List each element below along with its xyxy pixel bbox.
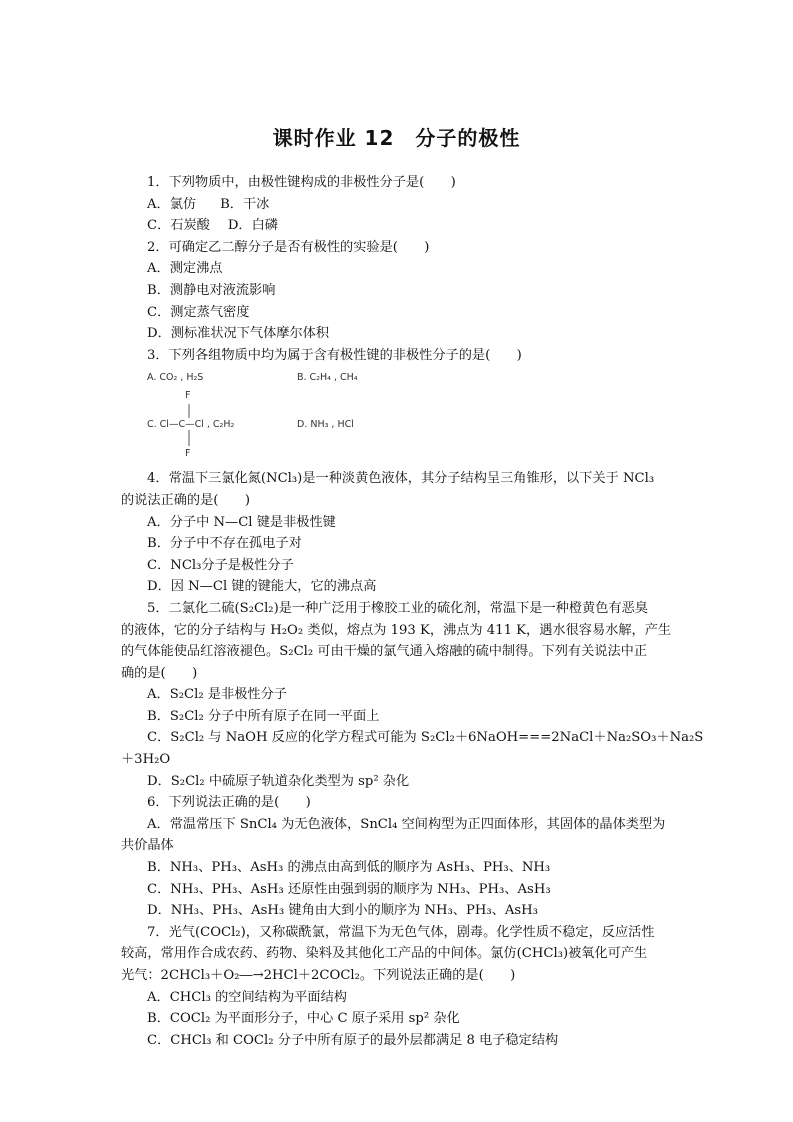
- question-5-option-c-line2: ＋3H₂O: [121, 752, 171, 768]
- question-4-option-a: A．分子中 N—Cl 键是非极性键: [147, 514, 336, 530]
- question-4-stem-line1: 4．常温下三氯化氮(NCl₃)是一种淡黄色液体，其分子结构呈三角锥形，以下关于 NCl₃: [147, 471, 655, 487]
- question-6-option-b: B．NH₃、PH₃、AsH₃ 的沸点由高到低的顺序为 AsH₃、PH₃、NH₃: [147, 860, 551, 876]
- question-5-option-b: B．S₂Cl₂ 分子中所有原子在同一平面上: [147, 708, 380, 724]
- page-title: 课时作业 12 分子的极性: [272, 126, 521, 150]
- question-1-options-cd: [121, 215, 677, 237]
- question-1-option-a: A．氯仿: [147, 196, 197, 212]
- question-5-stem-line3: 的气体能使品红溶液褪色。S₂Cl₂ 可由干燥的氯气通入熔融的硫中制得。下列有关说法中正: [121, 644, 648, 660]
- question-4-option-b: B．分子中不存在孤电子对: [147, 536, 302, 552]
- question-7-option-b: B．COCl₂ 为平面形分子，中心 C 原子采用 sp² 杂化: [147, 1011, 460, 1027]
- question-7-stem-line1: 7．光气(COCl₂)，又称碳酰氯，常温下为无色气体，剧毒。化学性质不稳定，反应活性: [147, 924, 655, 940]
- question-7-stem-line3: 光气：2CHCl₃＋O₂―→2HCl＋2COCl₂。下列说法正确的是( ): [121, 968, 516, 983]
- structure-f-bottom: F: [185, 448, 191, 460]
- question-6-option-c: C．NH₃、PH₃、AsH₃ 还原性由强到弱的顺序为 NH₃、PH₃、AsH₃: [147, 881, 551, 897]
- question-3-option-b: B. C₂H₄ , CH₄: [297, 372, 358, 384]
- question-6-stem: 6．下列说法正确的是( ): [147, 795, 311, 811]
- question-1-options-ab: [121, 194, 677, 216]
- question-6-option-a-line2: 共价晶体: [121, 838, 174, 854]
- question-2-option-c: C．测定蒸气密度: [147, 304, 250, 320]
- question-7-option-a: A．CHCl₃ 的空间结构为平面结构: [147, 989, 347, 1005]
- question-7-stem-line2: 较高，常用作合成农药、药物、染料及其他化工产品的中间体。氯仿(CHCl₃)被氧化可产生: [121, 946, 648, 962]
- question-3-option-a: A. CO₂ , H₂S: [147, 372, 204, 384]
- question-6-option-d: D．NH₃、PH₃、AsH₃ 键角由大到小的顺序为 NH₃、PH₃、AsH₃: [147, 903, 538, 919]
- question-2-option-b: B．测静电对液流影响: [147, 282, 276, 298]
- question-1-option-d: D．白磷: [227, 218, 278, 234]
- question-5-option-a: A．S₂Cl₂ 是非极性分子: [147, 687, 287, 703]
- question-7-option-c: C．CHCl₃ 和 COCl₂ 分子中所有原子的最外层都满足 8 电子稳定结构: [147, 1032, 559, 1048]
- structure-f-top: F: [185, 390, 191, 402]
- question-4-option-c: C．NCl₃分子是极性分子: [147, 557, 294, 573]
- question-3-options-image: [121, 366, 677, 462]
- question-5-option-c-line1: C．S₂Cl₂ 与 NaOH 反应的化学方程式可能为 S₂Cl₂＋6NaOH===2NaCl＋Na₂SO₃＋Na₂S: [147, 730, 704, 746]
- question-2-stem: 2．可确定乙二醇分子是否有极性的实验是( ): [147, 239, 430, 255]
- question-1-option-c: C．石炭酸: [147, 218, 210, 234]
- question-2-option-d: D．测标准状况下气体摩尔体积: [147, 326, 330, 342]
- question-4-stem-line2: 的说法正确的是( ): [121, 492, 250, 508]
- question-1-option-b: B．干冰: [220, 196, 270, 212]
- question-list: [121, 172, 704, 1051]
- question-3-stem: 3．下列各组物质中均为属于含有极性键的非极性分子的是( ): [147, 347, 522, 363]
- question-3-option-c: C. Cl—C—Cl , C₂H₂: [147, 419, 235, 431]
- question-3-option-d: D. NH₃ , HCl: [297, 419, 354, 431]
- question-5-stem-line2: 的液体，它的分子结构与 H₂O₂ 类似，熔点为 193 K，沸点为 411 K，遇水很容易水解，产生: [121, 622, 672, 638]
- question-1-stem: 1．下列物质中，由极性键构成的非极性分子是( ): [147, 175, 456, 190]
- question-5-option-d: D．S₂Cl₂ 中硫原子轨道杂化类型为 sp² 杂化: [147, 773, 410, 789]
- question-6-option-a-line1: A．常温常压下 SnCl₄ 为无色液体，SnCl₄ 空间构型为正四面体形，其固体的晶体类型为: [147, 816, 666, 832]
- question-4-option-d: D．因 N—Cl 键的键能大，它的沸点高: [147, 579, 377, 595]
- question-5-stem-line4: 确的是( ): [121, 665, 198, 681]
- question-5-stem-line1: 5．二氯化二硫(S₂Cl₂)是一种广泛用于橡胶工业的硫化剂，常温下是一种橙黄色有恶臭: [147, 600, 648, 616]
- question-2-option-a: A．测定沸点: [147, 261, 223, 277]
